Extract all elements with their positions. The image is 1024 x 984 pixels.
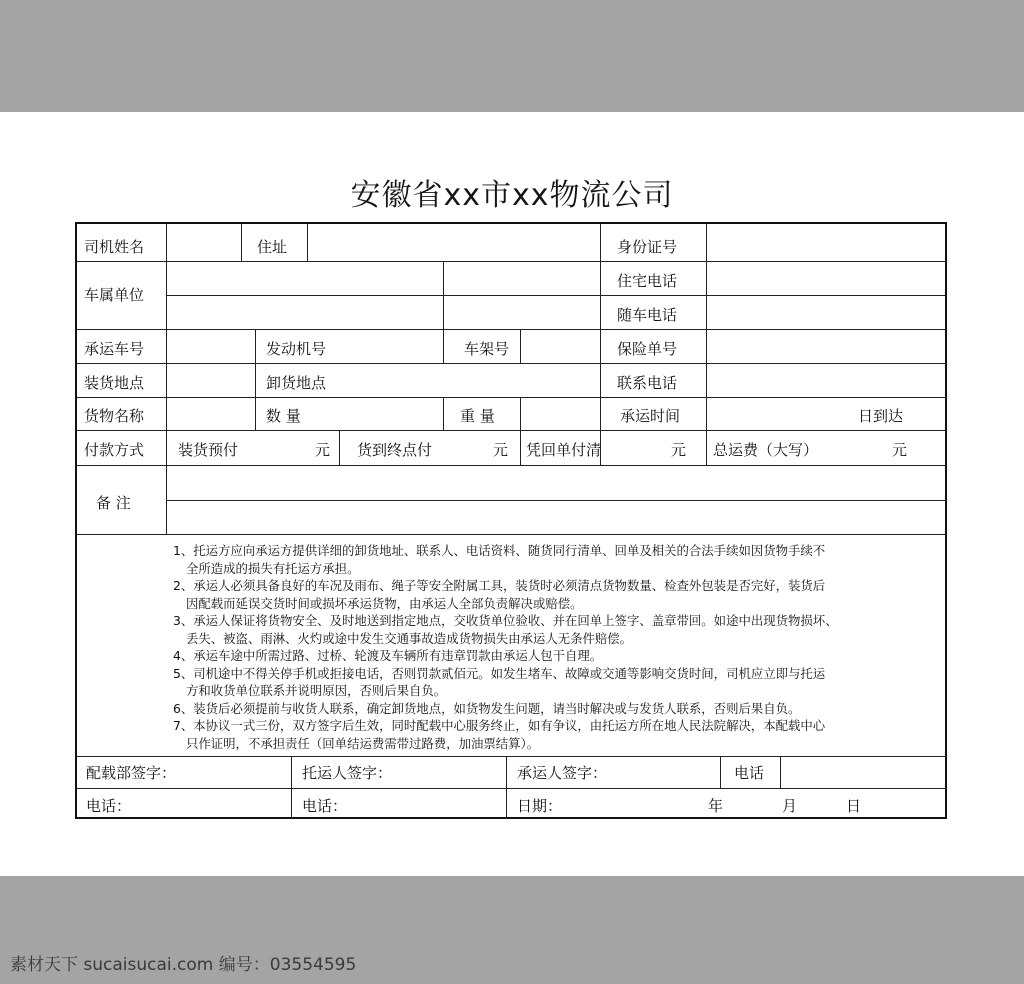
watermark-text: 素材天下 sucaisucai.com 编号：03554595 <box>10 955 357 975</box>
col-divider <box>291 756 292 818</box>
term-item: 5、司机途中不得关停手机或拒接电话，否则罚款贰佰元。如发生堵车、故障或交通等影响交货时间，司机应立即与托运 方和收货单位联系并说明原因，否则后果自负。 <box>173 665 826 698</box>
term-item: 4、承运车途中所需过路、过桥、轮渡及车辆所有违章罚款由承运人包干自理。 <box>173 648 603 663</box>
row-divider <box>77 363 945 364</box>
term-item: 1、托运方应向承运方提供详细的卸货地址、联系人、电话资料、随货同行清单、回单及相关的合法手续如因货物手续不 全所造成的损失有托运方承担。 <box>173 543 826 576</box>
weight-label: 重 量 <box>460 407 495 425</box>
col-divider <box>520 329 521 363</box>
month-label: 月 <box>782 797 798 815</box>
prepay-yuan: 元 <box>315 441 331 459</box>
car-phone-label: 随车电话 <box>617 306 678 324</box>
col-divider <box>520 430 521 465</box>
plate-number-label: 承运车号 <box>84 340 145 358</box>
row-divider <box>77 756 945 757</box>
dispatch-sign-label: 配载部签字： <box>86 764 177 782</box>
row-divider <box>77 534 945 535</box>
arrival-yuan: 元 <box>493 441 509 459</box>
insurance-number-label: 保险单号 <box>617 340 678 358</box>
total-yuan: 元 <box>892 441 908 459</box>
frame-number-label: 车架号 <box>464 340 510 358</box>
quantity-label: 数 量 <box>266 407 301 425</box>
address-label: 住址 <box>257 238 288 256</box>
row-divider <box>77 430 945 431</box>
row-divider <box>77 788 945 789</box>
col-divider <box>443 397 444 430</box>
pay-on-arrival-label: 货到终点付 <box>357 441 433 459</box>
pay-on-receipt-label: 凭回单付清 <box>526 441 602 459</box>
transport-time-label: 承运时间 <box>620 407 681 425</box>
prepay-label: 装货预付 <box>178 441 239 459</box>
col-divider <box>307 224 308 261</box>
arrival-suffix: 日到达 <box>858 407 904 425</box>
col-divider <box>443 329 444 363</box>
col-divider <box>720 756 721 788</box>
contact-phone-label: 联系电话 <box>617 374 678 392</box>
remarks-label: 备 注 <box>96 494 131 512</box>
shipper-phone-label: 电话： <box>302 797 348 815</box>
goods-name-label: 货物名称 <box>84 407 145 425</box>
term-item: 7、本协议一式三份，双方签字后生效，同时配载中心服务终止，如有争议，由托运方所在地人民法院解决，本配载中心 只作证明，不承担责任（回单结运费需带过路费，加油票结算）。 <box>173 718 826 751</box>
total-fee-label: 总运费（大写） <box>713 441 819 459</box>
carrier-sign-label: 承运人签字： <box>517 764 608 782</box>
row-divider <box>77 261 945 262</box>
row-divider <box>77 397 945 398</box>
home-phone-label: 住宅电话 <box>617 272 678 290</box>
dispatch-phone-label: 电话： <box>86 797 132 815</box>
row-divider <box>77 465 945 466</box>
carrier-phone-label: 电话 <box>734 764 765 782</box>
col-divider <box>706 224 707 465</box>
shipper-sign-label: 托运人签字： <box>302 764 393 782</box>
id-number-label: 身份证号 <box>617 238 678 256</box>
driver-name-label: 司机姓名 <box>84 238 145 256</box>
col-divider <box>600 224 601 465</box>
date-label: 日期： <box>517 797 563 815</box>
col-divider <box>706 430 707 465</box>
terms-list <box>173 542 943 752</box>
payment-method-label: 付款方式 <box>84 441 145 459</box>
engine-number-label: 发动机号 <box>266 340 327 358</box>
term-item: 6、装货后必须提前与收货人联系，确定卸货地点，如货物发生问题，请当时解决或与发货人联系，否则后果自负。 <box>173 700 801 716</box>
term-item: 2、承运人必须具备良好的车况及雨布、绳子等安全附属工具，装货时必须清点货物数量、检查外包装是否完好，装货后 因配载而延误交货时间或损坏承运货物，由承运人全部负责解决或赔偿。 <box>173 578 826 611</box>
col-divider <box>166 224 167 465</box>
row-divider <box>166 295 945 296</box>
receipt-yuan: 元 <box>671 441 687 459</box>
unload-place-label: 卸货地点 <box>266 374 327 392</box>
year-label: 年 <box>708 797 724 815</box>
page-title: 安徽省xx市xx物流公司 <box>350 178 674 213</box>
load-place-label: 装货地点 <box>84 374 145 392</box>
col-divider <box>166 465 167 534</box>
col-divider <box>255 329 256 430</box>
col-divider <box>506 756 507 818</box>
row-divider <box>166 500 945 501</box>
col-divider <box>520 397 521 430</box>
col-divider <box>241 224 242 261</box>
col-divider <box>339 430 340 465</box>
day-label: 日 <box>846 797 862 815</box>
term-item: 3、承运人保证将货物安全、及时地送到指定地点，交收货单位验收、并在回单上签字、盖章带回。如途中出现货物损坏、 丢失、被盗、雨淋、火灼或途中发生交通事故造成货物损失由承运人无条件赔偿。 <box>173 613 838 646</box>
col-divider <box>443 261 444 329</box>
row-divider <box>77 329 945 330</box>
vehicle-unit-label: 车属单位 <box>84 286 145 304</box>
col-divider <box>780 756 781 788</box>
